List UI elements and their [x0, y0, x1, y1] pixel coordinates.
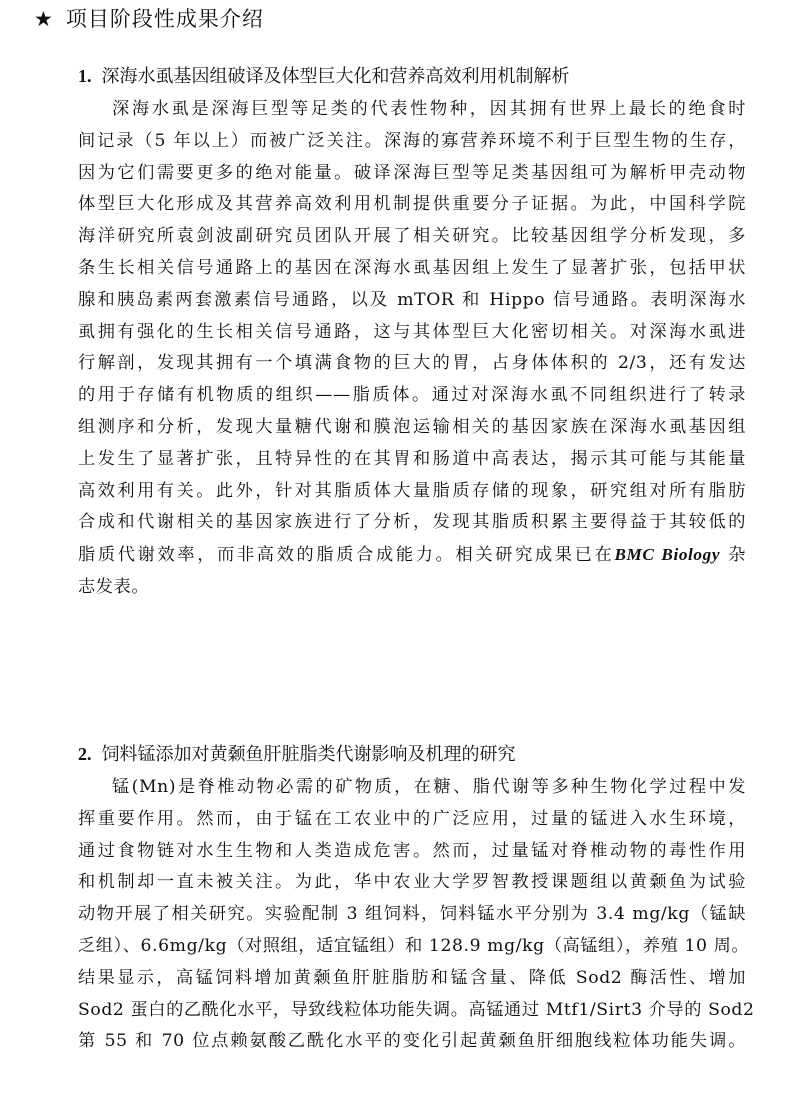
paragraph-line: 条生长相关信号通路上的基因在深海水虱基因组上发生了显著扩张，包括甲状: [78, 257, 746, 278]
page-heading-text: 项目阶段性成果介绍: [65, 7, 264, 31]
paragraph-line: 志发表。: [78, 576, 150, 597]
section-1-number: 1.: [78, 66, 92, 86]
paragraph-line: 的用于存储有机物质的组织——脂质体。通过对深海水虱不同组织进行了转录: [78, 385, 746, 406]
section-1: [78, 62, 746, 604]
section-2-paragraph: [78, 772, 755, 1058]
paragraph-line: Sod2 蛋白的乙酰化水平，导致线粒体功能失调。高锰通过 Mtf1/Sirt3 介导的 Sod2: [78, 999, 755, 1020]
paragraph-line: 和机制却一直未被关注。为此，华中农业大学罗智教授课题组以黄颡鱼为试验: [78, 872, 746, 893]
paragraph-line: 锰(Mn)是脊椎动物必需的矿物质，在糖、脂代谢等多种生物化学过程中发: [112, 777, 746, 797]
paragraph-line: 挥重要作用。然而，由于锰在工农业中的广泛应用，过量的锰进入水生环境，: [78, 808, 746, 829]
section-2-number: 2.: [78, 744, 92, 764]
paragraph-line: 因为它们需要更多的绝对能量。破译深海巨型等足类基因组可为解析甲壳动物: [78, 162, 746, 183]
paragraph-line: 乏组）、6.6mg/kg（对照组，适宜锰组）和 128.9 mg/kg（高锰组），养殖 10 周。: [78, 935, 750, 956]
paragraph-line: 高效利用有关。此外，针对其脂质体大量脂质存储的现象，研究组对所有脂肪: [78, 480, 746, 501]
paragraph-line: 行解剖，发现其拥有一个填满食物的巨大的胃，占身体体积的 2/3，还有发达: [78, 353, 746, 374]
paragraph-line: 海洋研究所袁剑波副研究员团队开展了相关研究。比较基因组学分析发现，多: [78, 226, 746, 247]
section-1-paragraph: [78, 94, 746, 604]
paragraph-line: 间记录（5 年以上）而被广泛关注。深海的寡营养环境不利于巨型生物的生存，: [78, 130, 746, 151]
section-1-title: [78, 62, 746, 91]
paragraph-line: 结果显示，高锰饲料增加黄颡鱼肝脏脂肪和锰含量、降低 Sod2 酶活性、增加: [78, 967, 746, 988]
paragraph-line: 腺和胰岛素两套激素信号通路，以及 mTOR 和 Hippo 信号通路。表明深海水: [78, 289, 746, 310]
section-1-title-text: 深海水虱基因组破译及体型巨大化和营养高效利用机制解析: [101, 66, 570, 87]
paragraph-line: 组测序和分析，发现大量糖代谢和膜泡运输相关的基因家族在深海水虱基因组: [78, 416, 746, 437]
paragraph-line: 通过食物链对水生生物和人类造成危害。然而，过量锰对脊椎动物的毒性作用: [78, 840, 746, 861]
journal-name: BMC Biology: [614, 545, 721, 565]
journal-suffix: 杂: [720, 545, 746, 566]
paragraph-line: 虱拥有强化的生长相关信号通路，这与其体型巨大化密切相关。对深海水虱进: [78, 321, 746, 342]
section-2-title: [78, 740, 746, 769]
paragraph-line: 动物开展了相关研究。实验配制 3 组饲料，饲料锰水平分别为 3.4 mg/kg（锰缺: [78, 904, 746, 925]
paragraph-line-with-journal: [78, 539, 746, 572]
paragraph-line: 上发生了显著扩张，且特异性的在其胃和肠道中高表达，揭示其可能与其能量: [78, 448, 746, 469]
page-heading: [34, 4, 264, 34]
paragraph-line-text: 脂质代谢效率，而非高效的脂质合成能力。相关研究成果已在: [78, 545, 615, 566]
paragraph-line: 体型巨大化形成及其营养高效利用机制提供重要分子证据。为此，中国科学院: [78, 194, 746, 215]
section-2-title-text: 饲料锰添加对黄颡鱼肝脏脂类代谢影响及机理的研究: [101, 744, 516, 765]
paragraph-line: 第 55 和 70 位点赖氨酸乙酰化水平的变化引起黄颡鱼肝细胞线粒体功能失调。: [78, 1031, 746, 1052]
paragraph-line: 合成和代谢相关的基因家族进行了分析，发现其脂质积累主要得益于其较低的: [78, 512, 746, 533]
paragraph-line: 深海水虱是深海巨型等足类的代表性物种，因其拥有世界上最长的绝食时: [112, 99, 746, 119]
star-icon: ★: [34, 7, 54, 31]
section-2: [78, 740, 755, 1058]
